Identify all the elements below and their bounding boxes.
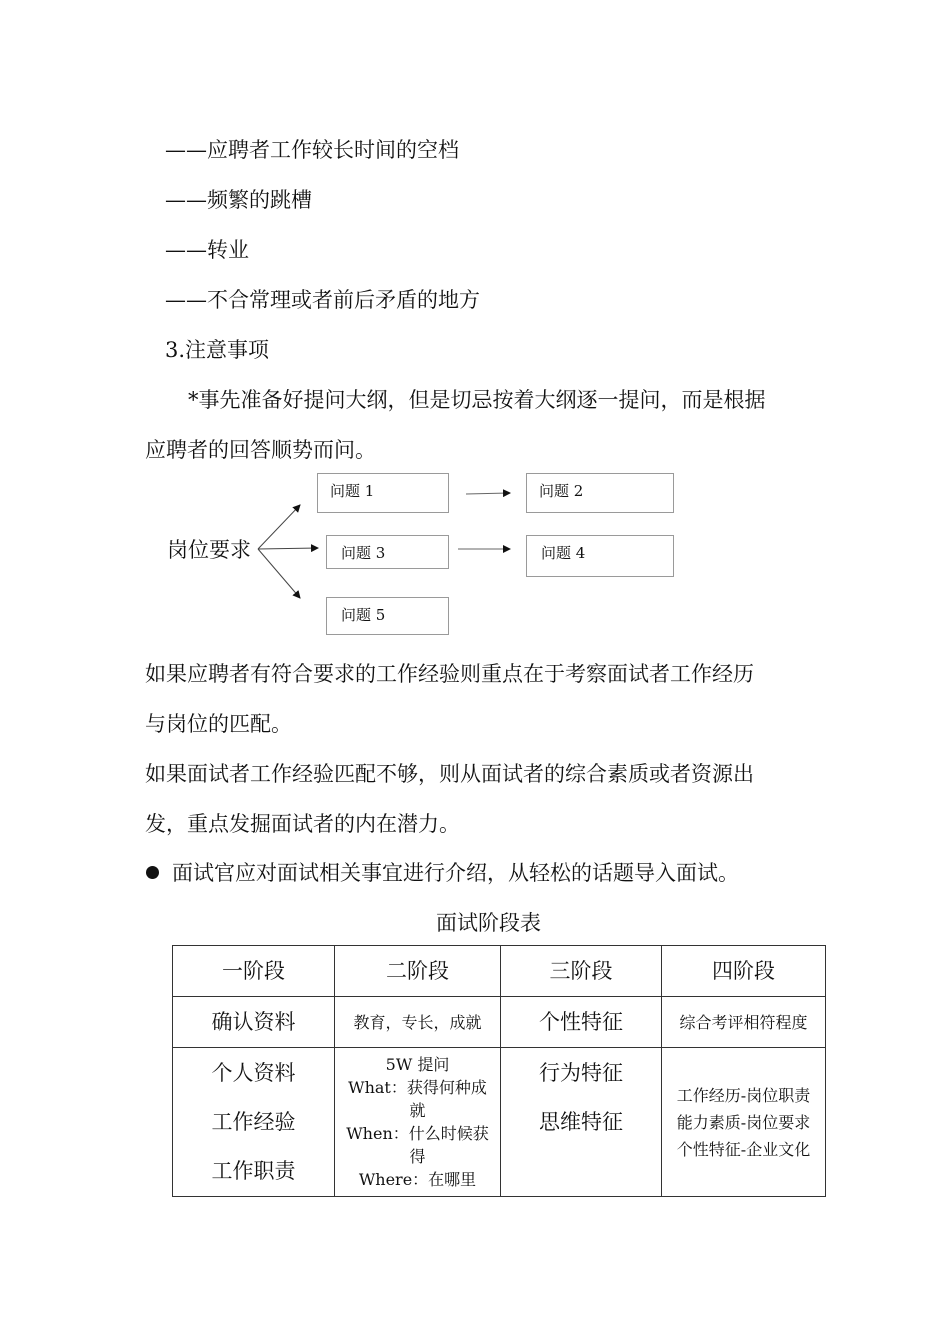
diagram-box-q4: 问题 4 <box>526 535 674 577</box>
cell-item: What：获得何种成就 <box>348 1078 487 1120</box>
diagram-box-q1: 问题 1 <box>317 473 449 513</box>
cell-item: 能力素质-岗位要求 <box>676 1112 811 1132</box>
list-line-career-change: ——转业 <box>165 238 249 262</box>
interview-stage-table <box>172 945 826 1197</box>
table-cell <box>335 1048 501 1197</box>
table-cell: 个性特征 <box>501 997 662 1048</box>
section-heading-notes: 3.注意事项 <box>165 338 270 362</box>
table-header-cell: 一阶段 <box>173 946 335 997</box>
table-row <box>173 997 826 1048</box>
arrow-root-to-q1 <box>258 505 300 549</box>
cell-item: 思维特征 <box>539 1110 623 1134</box>
diagram-box-q3: 问题 3 <box>326 535 449 569</box>
arrow-q1-to-q2 <box>466 493 510 494</box>
paragraph-nomatch-line-2: 发，重点发掘面试者的内在潜力。 <box>145 812 460 836</box>
list-line-job-hopping: ——频繁的跳槽 <box>165 188 312 212</box>
paragraph-match-line-2: 与岗位的匹配。 <box>145 712 292 736</box>
cell-item: 行为特征 <box>539 1061 623 1085</box>
tip-line-2: 应聘者的回答顺势而问。 <box>145 438 376 462</box>
table-row <box>173 1048 826 1197</box>
cell-item: Where：在哪里 <box>358 1170 477 1189</box>
table-cell <box>662 1048 826 1197</box>
cell-item: When：什么时候获得 <box>346 1124 489 1166</box>
bullet-dot-icon <box>146 866 159 879</box>
table-cell: 确认资料 <box>173 997 335 1048</box>
diagram-box-q5: 问题 5 <box>326 597 449 635</box>
cell-item: 工作经验 <box>211 1110 296 1134</box>
table-cell <box>173 1048 335 1197</box>
arrow-root-to-q3 <box>258 548 318 549</box>
table-header-row <box>173 946 826 997</box>
cell-item: 个性特征-企业文化 <box>676 1139 811 1159</box>
paragraph-nomatch-line-1: 如果面试者工作经验匹配不够，则从面试者的综合素质或者资源出 <box>145 762 754 786</box>
table-cell: 综合考评相符程度 <box>662 997 826 1048</box>
diagram-root-label: 岗位要求 <box>167 538 251 562</box>
cell-item: 工作经历-岗位职责 <box>676 1085 811 1105</box>
table-caption: 面试阶段表 <box>436 911 541 935</box>
paragraph-match-line-1: 如果应聘者有符合要求的工作经验则重点在于考察面试者工作经历 <box>145 662 754 686</box>
arrow-root-to-q5 <box>258 549 300 598</box>
table-cell <box>501 1048 662 1197</box>
tip-line-1: *事先准备好提问大纲，但是切忌按着大纲逐一提问，而是根据 <box>188 388 766 412</box>
list-line-gap: ——应聘者工作较长时间的空档 <box>165 138 459 162</box>
table-header-cell: 三阶段 <box>501 946 662 997</box>
diagram-box-q2: 问题 2 <box>526 473 674 513</box>
table-header-cell: 四阶段 <box>662 946 826 997</box>
cell-item: 工作职责 <box>211 1159 296 1183</box>
table-cell: 教育，专长，成就 <box>335 997 501 1048</box>
list-line-contradiction: ——不合常理或者前后矛盾的地方 <box>165 288 480 312</box>
bullet-intro-text: 面试官应对面试相关事宜进行介绍，从轻松的话题导入面试。 <box>172 861 739 885</box>
table-header-cell: 二阶段 <box>335 946 501 997</box>
cell-item: 5W 提问 <box>385 1055 450 1074</box>
cell-item: 个人资料 <box>211 1061 296 1085</box>
